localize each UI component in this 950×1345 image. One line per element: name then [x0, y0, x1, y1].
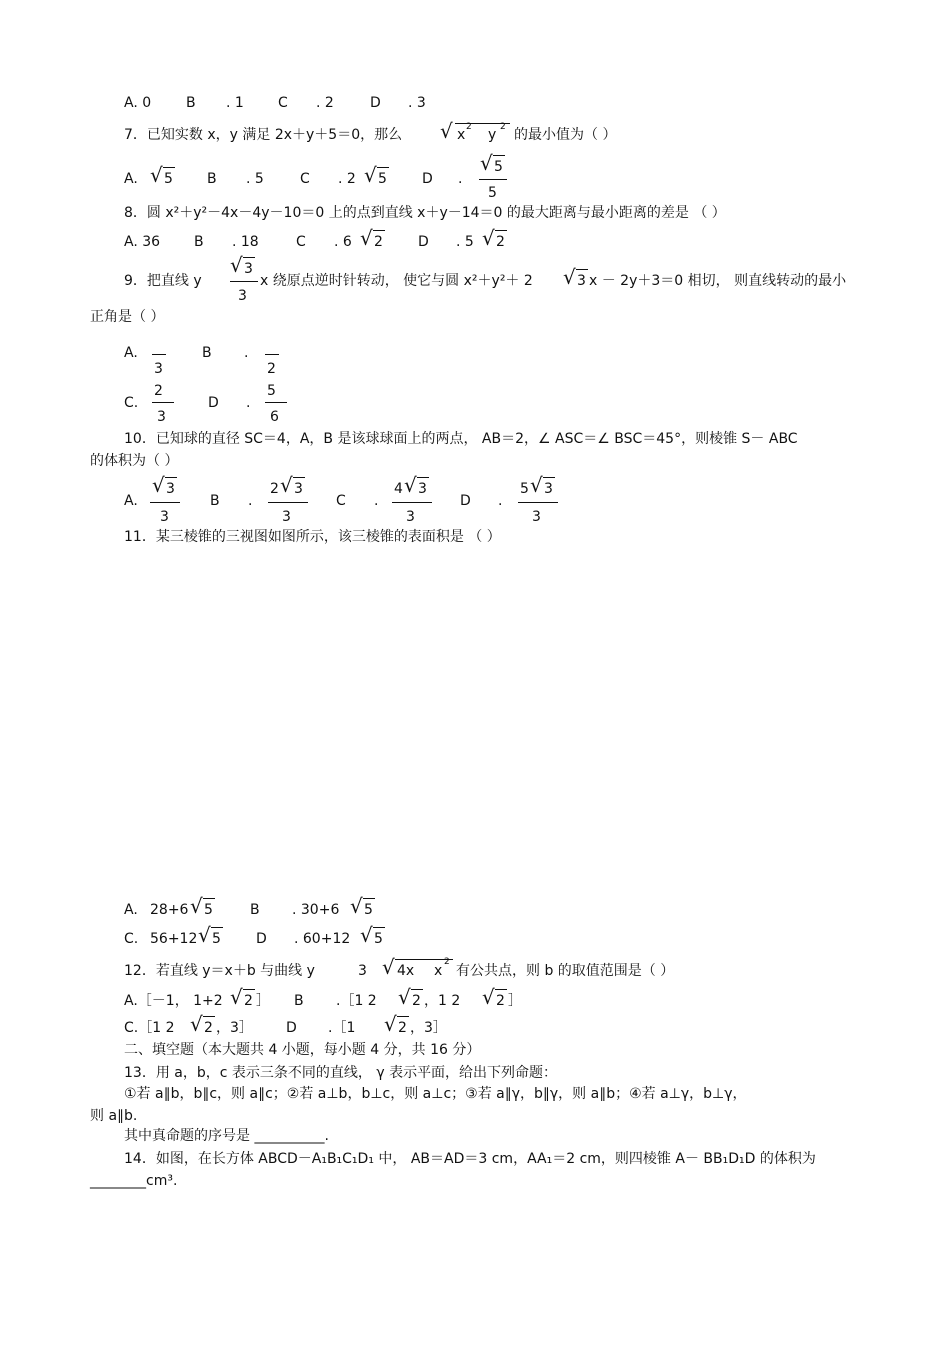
- q12-rad-a: 4x: [397, 963, 415, 979]
- q11-option-d-radical: √: [360, 923, 373, 947]
- q12-option-a-bar: [243, 989, 255, 990]
- q10-option-a-label: A.: [124, 493, 138, 509]
- q10-option-a-den: 3: [160, 509, 169, 525]
- q7-option-a-radical: √: [150, 163, 163, 187]
- q12-tail: 有公共点，则 b 的取值范围是（ ）: [456, 963, 675, 979]
- q7-option-b-value: . 5: [246, 171, 264, 187]
- q8-option-c-rad: 2: [374, 234, 383, 250]
- q10-option-d-label: D: [460, 493, 471, 509]
- q13-line1: 13．用 a，b，c 表示三条不同的直线， γ 表示平面，给出下列命题：: [124, 1065, 558, 1081]
- q9-option-b-label: B: [202, 345, 212, 361]
- q7-option-d-label: D: [422, 171, 433, 187]
- q10-option-d-num: 3: [544, 481, 553, 497]
- q6-option-b-value: . 1: [226, 95, 244, 111]
- q9-option-c-den: 3: [157, 409, 166, 425]
- q9-option-a-den: 3: [154, 361, 163, 377]
- q10-option-c-fraction-bar: [392, 502, 432, 503]
- q7-option-d-den: 5: [488, 185, 497, 201]
- q9-mid: x 绕原点逆时针转动， 使它与圆 x²＋y²＋ 2: [260, 273, 533, 289]
- q10-option-c-coef: 4: [394, 481, 403, 497]
- q7-option-c-radical: √: [364, 163, 377, 187]
- q11-option-d-rad: 5: [374, 931, 383, 947]
- q7-option-d-radbar: [493, 155, 505, 156]
- q12-option-b-label: B: [294, 993, 304, 1009]
- q7-option-a-bar: [163, 167, 175, 168]
- q8-stem: 8．圆 x²＋y²－4x－4y－10＝0 上的点到直线 x＋y－14＝0 的最大距离与最小距离的差是 （ ）: [124, 205, 726, 221]
- q11-option-c-rad: 5: [212, 931, 221, 947]
- q8-option-d-radical: √: [482, 226, 495, 250]
- q10-option-d-radical: √: [530, 473, 543, 497]
- q14-line1: 14．如图，在长方体 ABCD－A₁B₁C₁D₁ 中， AB＝AD＝3 cm，AA₁＝2 cm，则四棱锥 A－ BB₁D₁D 的体积为: [124, 1151, 816, 1167]
- q12-option-b-bar-2: [495, 989, 507, 990]
- q11-option-b-label: B: [250, 902, 260, 918]
- q9-option-a-label: A.: [124, 345, 138, 361]
- q8-option-c-bar: [373, 230, 385, 231]
- q8-option-b-label: B: [194, 234, 204, 250]
- q8-option-d-rad: 2: [496, 234, 505, 250]
- q9-option-d-fraction-bar: [265, 402, 287, 403]
- q7-option-b-label: B: [207, 171, 217, 187]
- q11-option-b-radical: √: [350, 894, 363, 918]
- q10-option-b-radbar: [293, 477, 305, 478]
- q9-option-d-num: 5: [267, 383, 276, 399]
- q6-option-c-value: . 2: [316, 95, 334, 111]
- q10-option-d-radbar: [543, 477, 555, 478]
- q9-option-a-fraction-bar: [152, 354, 166, 355]
- q8-option-d-label: D: [418, 234, 429, 250]
- q8-option-c-radical: √: [360, 226, 373, 250]
- q10-option-b-dot: .: [248, 493, 253, 509]
- q10-option-a-fraction-bar: [150, 502, 180, 503]
- q12-rad-b: x: [434, 963, 443, 979]
- q10-option-b-fraction-bar: [268, 502, 308, 503]
- q9-frac-den: 3: [238, 288, 247, 304]
- q7-option-d-radical: √: [480, 151, 493, 175]
- q10-option-d-dot: .: [498, 493, 503, 509]
- q12-option-d-radical: √: [384, 1012, 397, 1036]
- q7-option-d-num: 5: [494, 159, 503, 175]
- q11-option-a-value: 28+6: [150, 902, 189, 918]
- q9-radical: √: [563, 265, 576, 289]
- q11-option-c-bar: [211, 927, 223, 928]
- q8-option-c-value: . 6: [334, 234, 352, 250]
- q10-option-c-radical: √: [404, 473, 417, 497]
- q13-line2: ①若 a∥b，b∥c，则 a∥c；②若 a⊥b，b⊥c，则 a⊥c；③若 a∥γ，b∥γ，则 a∥b；④若 a⊥γ，b⊥γ，: [124, 1086, 747, 1102]
- q12-option-a-radical: √: [230, 985, 243, 1009]
- q9-option-c-fraction-bar: [152, 402, 174, 403]
- q10-option-a-radical: √: [152, 473, 165, 497]
- q12-radical: √: [382, 955, 395, 979]
- q9-line2: 正角是（ ）: [90, 309, 165, 325]
- q7-option-d-fraction-bar: [479, 179, 507, 180]
- q12-option-d-bar: [397, 1016, 409, 1017]
- q10-option-c-radbar: [417, 477, 429, 478]
- q9-option-c-label: C.: [124, 395, 139, 411]
- q9-frac-num: 3: [244, 261, 253, 277]
- q12-option-c-rad: 2: [204, 1020, 213, 1036]
- q10-option-d-den: 3: [532, 509, 541, 525]
- q8-option-b-value: . 18: [232, 234, 259, 250]
- q12-option-a: A.［－1， 1+2: [124, 993, 223, 1009]
- q10-option-c-label: C: [336, 493, 346, 509]
- q13-line4: 其中真命题的序号是 __________.: [124, 1128, 329, 1144]
- q11-option-d-label: D: [256, 931, 267, 947]
- q10-option-d-fraction-bar: [518, 502, 558, 503]
- q12-option-c: C.［1 2: [124, 1020, 175, 1036]
- q12-option-d-close: ，3］: [410, 1020, 447, 1036]
- q12-option-a-close: ］: [256, 993, 270, 1009]
- q13-line3: 则 a∥b.: [90, 1108, 138, 1124]
- q11-option-d-value: . 60+12: [294, 931, 351, 947]
- q10-option-a-radbar: [165, 477, 177, 478]
- q9-frac-radbar: [243, 257, 255, 258]
- q7-rad-y: y: [488, 127, 497, 143]
- q6-option-c-label: C: [278, 95, 288, 111]
- q10-option-c-dot: .: [374, 493, 379, 509]
- q11-option-c-radical: √: [198, 923, 211, 947]
- q12-option-b-radical: √: [398, 985, 411, 1009]
- q12-option-d-label: D: [286, 1020, 297, 1036]
- q10-line2: 的体积为（ ）: [90, 453, 179, 469]
- q11-option-b-bar: [363, 898, 375, 899]
- q9-rad: 3: [577, 273, 586, 289]
- q6-option-b-label: B: [186, 95, 196, 111]
- q12-option-d-rad: 2: [398, 1020, 407, 1036]
- q9-lead: 9．把直线 y: [124, 273, 202, 289]
- q10-option-b-coef: 2: [270, 481, 279, 497]
- q12-rad-b-exp: 2: [444, 957, 450, 967]
- section-heading-fill-in: 二、填空题（本大题共 4 小题，每小题 4 分，共 16 分）: [124, 1042, 481, 1058]
- q9-frac-radical: √: [230, 253, 243, 277]
- q10-option-b-radical: √: [280, 473, 293, 497]
- q7-option-c-bar: [377, 167, 389, 168]
- q7-tail: 的最小值为（ ）: [514, 127, 617, 143]
- q12-option-b-rad-2: 2: [496, 993, 505, 1009]
- q7-option-d-dot: .: [458, 171, 463, 187]
- q7-option-c-value: . 2: [338, 171, 356, 187]
- q10-option-b-label: B: [210, 493, 220, 509]
- q9-tail: x － 2y＋3＝0 相切， 则直线转动的最小: [589, 273, 847, 289]
- q9-fraction-bar: [230, 281, 258, 282]
- q9-option-c-num: 2: [154, 383, 163, 399]
- q12-option-b-radical-2: √: [482, 985, 495, 1009]
- q7-option-c-label: C: [300, 171, 310, 187]
- q12-option-a-rad: 2: [244, 993, 253, 1009]
- q10-option-c-num: 3: [418, 481, 427, 497]
- q11-option-b-value: . 30+6: [292, 902, 340, 918]
- q12-option-b-bar: [411, 989, 423, 990]
- q9-option-b-fraction-bar: [265, 354, 279, 355]
- q9-option-d-dot: .: [246, 395, 251, 411]
- q11-option-b-rad: 5: [364, 902, 373, 918]
- q10-line1: 10．已知球的直径 SC＝4，A，B 是该球球面上的两点， AB＝2，∠ ASC＝∠ BSC＝45°，则棱锥 S－ ABC: [124, 431, 798, 447]
- q12-three: 3: [358, 963, 367, 979]
- q11-option-c-label: C.: [124, 931, 139, 947]
- q6-option-d-value: . 3: [408, 95, 426, 111]
- q12-lead: 12．若直线 y＝x＋b 与曲线 y: [124, 963, 315, 979]
- q7-rad-x-exp: 2: [466, 122, 472, 132]
- q9-option-b-den: 2: [267, 361, 276, 377]
- q7-radical-sign: √: [440, 119, 453, 143]
- q10-option-b-num: 3: [294, 481, 303, 497]
- q12-option-b-mid: ，1 2: [424, 993, 461, 1009]
- q7-option-a-label: A.: [124, 171, 138, 187]
- q9-radical-bar: [576, 269, 588, 270]
- q10-option-d-coef: 5: [520, 481, 529, 497]
- q8-option-c-label: C: [296, 234, 306, 250]
- q7-stem: 7．已知实数 x，y 满足 2x＋y＋5＝0，那么: [124, 127, 403, 143]
- q12-option-b-value: .［1 2: [336, 993, 377, 1009]
- q10-option-b-den: 3: [282, 509, 291, 525]
- q8-option-d-value: . 5: [456, 234, 474, 250]
- q7-option-a-value: 5: [164, 171, 173, 187]
- q12-option-c-close: ，3］: [216, 1020, 253, 1036]
- q11-option-a-radical: √: [190, 894, 203, 918]
- q12-option-d-value: .［1: [328, 1020, 356, 1036]
- q8-option-a: A. 36: [124, 234, 161, 250]
- q11-option-a-rad: 5: [204, 902, 213, 918]
- q11-option-a-bar: [203, 898, 215, 899]
- q11-option-c-value: 56+12: [150, 931, 198, 947]
- q11-option-d-bar: [373, 927, 385, 928]
- q10-option-a-num: 3: [166, 481, 175, 497]
- q12-option-c-bar: [203, 1016, 215, 1017]
- q7-rad-x: x: [457, 127, 466, 143]
- q12-option-b-close: ］: [508, 993, 522, 1009]
- q6-option-d-label: D: [370, 95, 381, 111]
- q9-option-d-den: 6: [270, 409, 279, 425]
- q6-option-a: A. 0: [124, 95, 152, 111]
- q14-line2: ________cm³.: [90, 1173, 178, 1189]
- q11-figure-area: [124, 556, 824, 886]
- q12-option-c-radical: √: [190, 1012, 203, 1036]
- q7-option-c-rad: 5: [378, 171, 387, 187]
- q10-option-c-den: 3: [406, 509, 415, 525]
- q9-option-b-dot: .: [244, 345, 249, 361]
- q12-option-b-rad: 2: [412, 993, 421, 1009]
- q11-stem: 11．某三棱锥的三视图如图所示，该三棱锥的表面积是 （ ）: [124, 529, 501, 545]
- q7-rad-y-exp: 2: [500, 122, 506, 132]
- q11-option-a-label: A.: [124, 902, 138, 918]
- q9-option-d-label: D: [208, 395, 219, 411]
- q8-option-d-bar: [495, 230, 507, 231]
